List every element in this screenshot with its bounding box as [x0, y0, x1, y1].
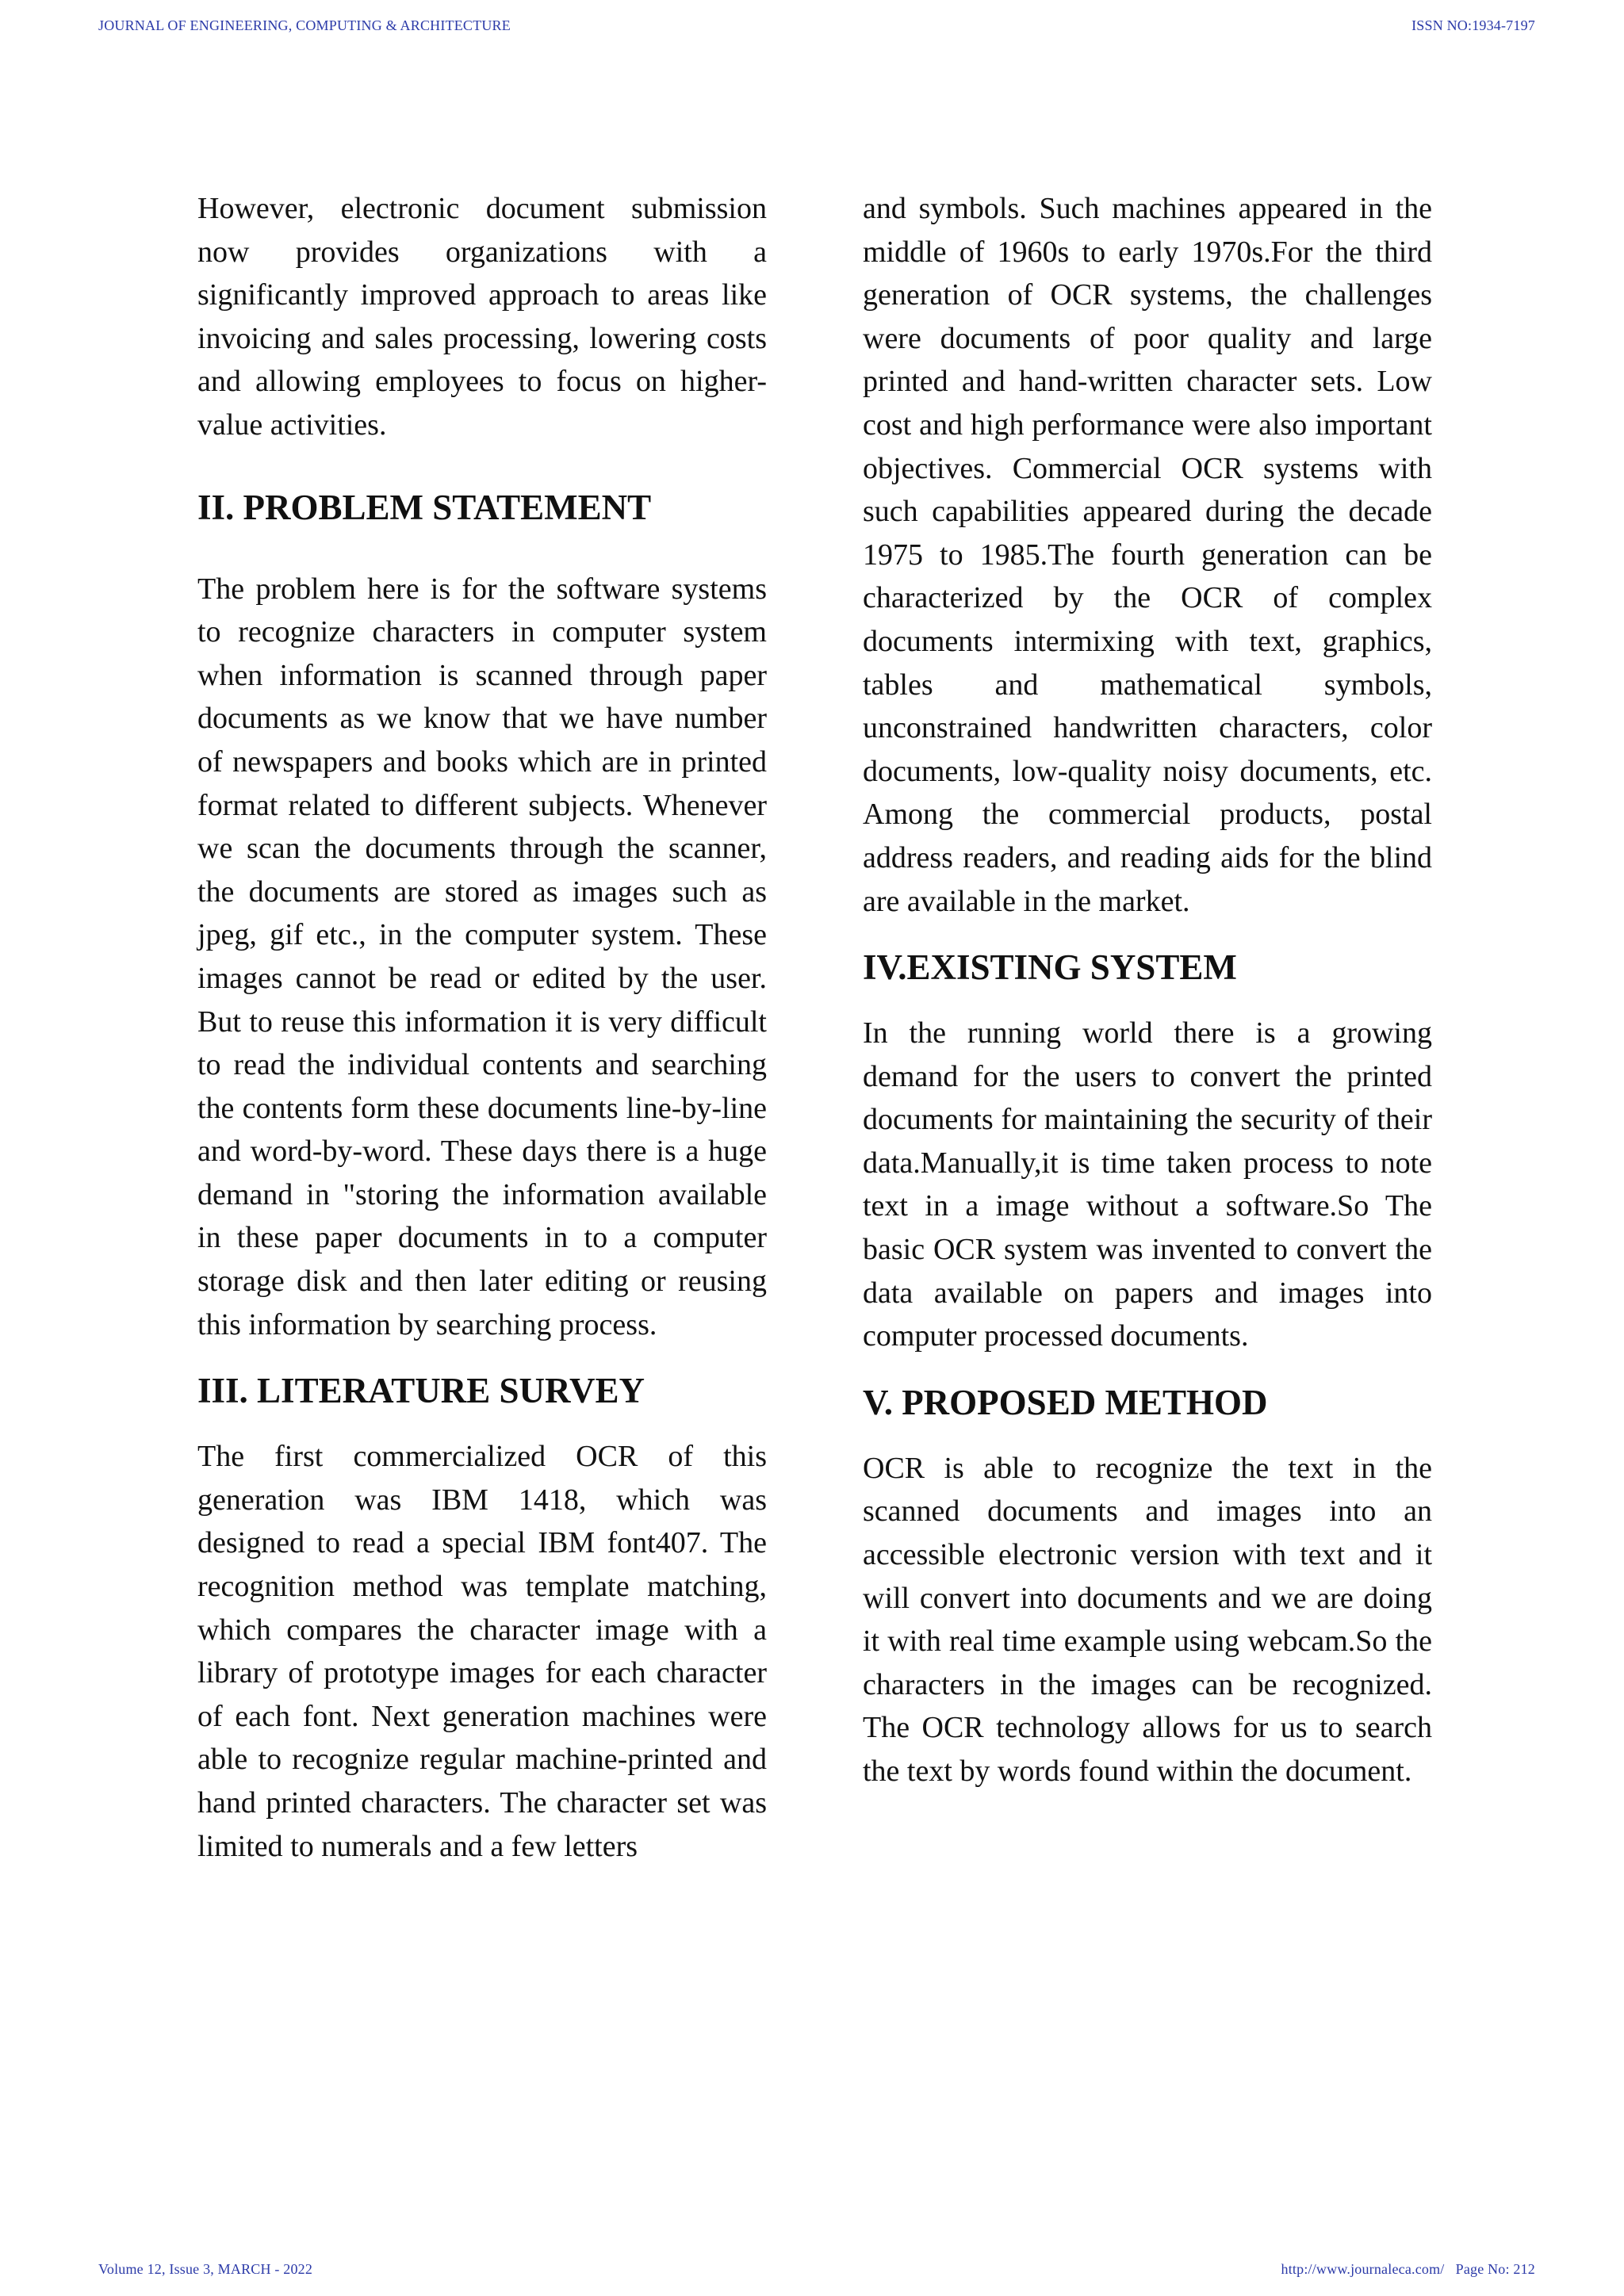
literature-survey-heading: III. LITERATURE SURVEY [197, 1371, 645, 1411]
url-page-footer: http://www.journaleca.com/ Page No: 212 [1281, 2261, 1535, 2277]
existing-system-paragraph: In the running world there is a growing demand for the users to convert the printed documents for maintaining the security of their data.Manually,it is time taken process to note text in a image without a software.So The basic OCR system was invented to convert the data available on papers and images into computer processed documents. [863, 1016, 1432, 1353]
problem-statement-heading: II. PROBLEM STATEMENT [197, 487, 652, 527]
right-column [863, 187, 1432, 1793]
proposed-method-paragraph: OCR is able to recognize the text in the scanned documents and images into an accessible electronic version with text and it will convert into documents and we are doing it with real time example using webcam.So the characters in the images can be recognized. The OCR technology allows for us to search the text by words found within the document. [863, 1451, 1432, 1788]
literature-survey-paragraph: The first commercialized OCR of this generation was IBM 1418, which was designed to read a special IBM font407. The recognition method was template matching, which compares the character image with a library of prototype images for each character of each font. Next generation machines were able to recognize regular machine-printed and hand printed characters. The character set was limited to numerals and a few letters [197, 1440, 767, 1863]
issn-header: ISSN NO:1934-7197 [1411, 17, 1535, 33]
literature-survey-continued-paragraph: and symbols. Such machines appeared in the middle of 1960s to early 1970s.For the third generation of OCR systems, the challenges were documents of poor quality and large printed and hand-written character sets. Low cost and high performance were also important objectives. Commercial OCR systems with such capabilities appeared during the decade 1975 to 1985.The fourth generation can be characterized by the OCR of complex documents intermixing with text, graphics, tables and mathematical symbols, unconstrained handwritten characters, color documents, low-quality noisy documents, etc. Among the commercial products, postal address readers, and reading aids for the blind are available in the market. [863, 192, 1432, 918]
problem-statement-paragraph: The problem here is for the software systems to recognize characters in computer system when information is scanned through paper documents as we know that we have number of newspapers and books which are in printed format related to different subjects. Whenever we scan the documents through the scanner, the documents are stored as images such as jpeg, gif etc., in the computer system. These images cannot be read or edited by the user. But to reuse this information it is very difficult to read the individual contents and searching the contents form these documents line-by-line and word-by-word. These days there is a huge demand in "storing the information available in these paper documents in to a computer storage disk and then later editing or reusing this information by searching process. [197, 572, 767, 1341]
proposed-method-heading: V. PROPOSED METHOD [863, 1382, 1268, 1422]
intro-paragraph: However, electronic document submission now provides organizations with a significantly improved approach to areas like invoicing and sales processing, lowering costs and allowing employees to focus on higher-value activities. [197, 192, 767, 442]
volume-footer: Volume 12, Issue 3, MARCH - 2022 [98, 2261, 313, 2277]
existing-system-heading: IV.EXISTING SYSTEM [863, 947, 1237, 988]
left-column [197, 187, 767, 1868]
journal-title-header: JOURNAL OF ENGINEERING, COMPUTING & ARCHITECTURE [98, 17, 511, 33]
